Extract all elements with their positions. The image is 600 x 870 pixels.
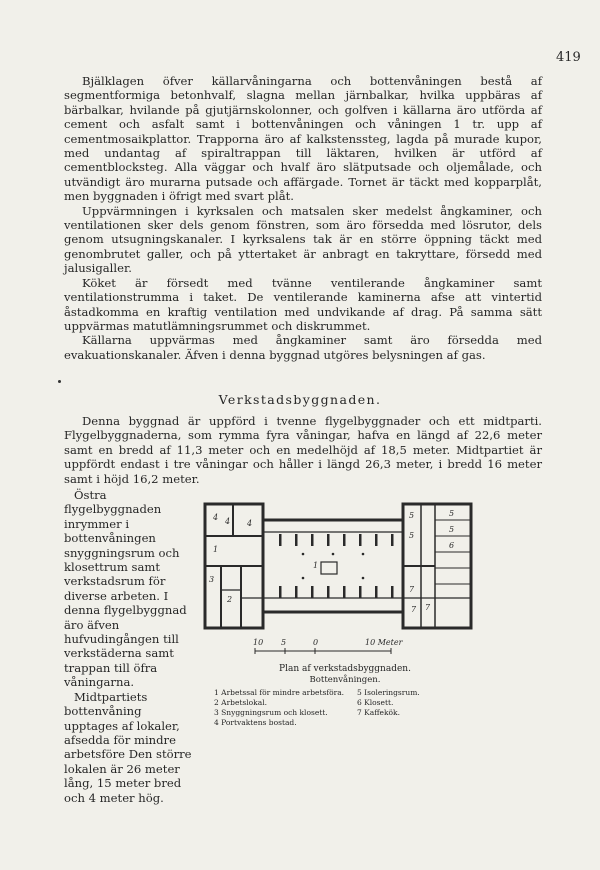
figure-caption: Plan af verkstadsbyggnaden. <box>279 664 411 674</box>
room-number: 3 <box>209 575 215 584</box>
paragraph: Källarna uppvärmas med ångkaminer samt äro försedda med evakuationskanaler. Äfven i denna byggnad utgöres belysningen af gas. <box>64 333 542 362</box>
hall-column <box>279 586 282 598</box>
room-number: 1 <box>213 545 219 554</box>
hall-column <box>391 586 394 598</box>
room-number: 6 <box>449 541 455 550</box>
legend-left <box>214 688 344 728</box>
room-number: 5 <box>409 531 415 540</box>
room-number: 4 <box>225 517 231 526</box>
figure-subcaption: Bottenvåningen. <box>309 675 381 685</box>
pillar-dot <box>332 553 335 556</box>
legend-right <box>357 688 420 718</box>
left-text-column <box>64 488 198 805</box>
ink-speck <box>58 380 61 383</box>
hall-column <box>391 534 394 546</box>
room-number: 5 <box>449 509 455 518</box>
scale-label: 5 <box>281 638 287 647</box>
room-number: 5 <box>409 511 415 520</box>
scale-label: 10 Meter <box>365 638 403 647</box>
hall-column <box>359 586 362 598</box>
scale-label: 0 <box>313 638 319 647</box>
hall-column <box>375 586 378 598</box>
room-number: 7 <box>409 585 415 594</box>
legend-item: 5 Isoleringsrum. <box>357 688 420 697</box>
hall-column <box>295 586 298 598</box>
pillar-dot <box>302 553 305 556</box>
floor-plan <box>203 502 475 630</box>
hall-column <box>327 586 330 598</box>
pillar-dot <box>362 577 365 580</box>
room-number: 7 <box>411 605 417 614</box>
hall-column <box>359 534 362 546</box>
hall-column <box>279 534 282 546</box>
paragraph: Uppvärmningen i kyrksalen och matsalen sker medelst ångkaminer, och ventilationen sker dels genom fönstren, som äro försedda med lösrutor, dels genom utsugningskanaler. I kyrksalens tak är en större öppning täckt med genombrutet galler, och på yttertaket är anbragt en takryttare, försedd med jalusigaller. <box>64 203 542 276</box>
text-block-section <box>64 414 542 486</box>
pillar-dot <box>362 553 365 556</box>
hall-column <box>295 534 298 546</box>
room-number: 7 <box>425 603 431 612</box>
paragraph: Östra flygelbyggnaden inrymmer i bottenvåningen snyggningsrum och klosettrum samt verkstadsrum för diverse arbeten. I denna flygelbyggnad äro äfven hufvudingången till verkstäderna samt trappan till öfra våningarna. <box>64 488 187 690</box>
paragraph: Denna byggnad är uppförd i tvenne flygelbyggnader och ett midtparti. Flygelbyggnaderna, som rymma fyra våningar, hafva en längd af 22,6 meter samt en bredd af 11,3 meter och en medelhöjd af 18,5 meter. Midtpartiet är uppfördt endast i tre våningar och håller i längd 26,3 meter, i bredd 16 meter samt i höjd 16,2 meter. <box>64 414 542 486</box>
room-number: 4 <box>213 513 219 522</box>
legend-item: 7 Kaffekök. <box>357 708 400 717</box>
room-number: 1 <box>313 561 319 570</box>
hall-column <box>311 534 314 546</box>
hall-column <box>311 586 314 598</box>
text-block-top <box>64 74 542 362</box>
legend-item: 6 Klosett. <box>357 698 394 707</box>
hall-column <box>327 534 330 546</box>
paragraph: Midtpartiets bottenvåning upptages af lokaler, afsedda för mindre arbetsföre Den större lokalen är 26 meter lång, 15 meter bred och 4 meter hög. <box>64 689 192 805</box>
room-number: 2 <box>227 595 233 604</box>
hall-column <box>375 534 378 546</box>
hall-column <box>343 534 346 546</box>
room-number: 4 <box>247 519 253 528</box>
scale-bar <box>253 636 423 662</box>
paragraph: Bjälklagen öfver källarvåningarna och bottenvåningen bestå af segmentformiga betonhvalf, slagna mellan järnbalkar, hvilka uppbäras af bärbalkar, hvilande på gjutjärnskolonner, och golfven i källarna äro utförda af cement och asfalt samt i bottenvåningen och våningen 1 tr. upp af cementmosaikplattor. Trapporna äro af kalkstenssteg, lagda på murade kupor, med undantag af spiraltrappan till läktaren, hvilken är utförd af cementblocksteg. Alla väggar och hvalf äro slätputsade och oljemålade, och utvändigt äro murarna putsade och affärgade. Tornet är täckt med kopparplåt, men byggnaden i öfrigt med svart plåt. <box>64 74 542 204</box>
scale-label: 10 <box>253 638 264 647</box>
legend-item: 3 Snyggningsrum och klosett. <box>214 708 328 717</box>
pillar-dot <box>302 577 305 580</box>
room-number: 5 <box>449 525 455 534</box>
page-number: 419 <box>556 50 581 65</box>
central-fixture <box>321 562 337 574</box>
paragraph: Köket är försedt med tvänne ventilerande ångkaminer samt ventilationstrumma i taket. De ventilerande kaminerna afse att vintertid åstadkomma en kraftig ventilation med undvikande af drag. På samma sätt uppvärmas matutlämningsrummet och diskrummet. <box>64 275 542 333</box>
legend-item: 2 Arbetslokal. <box>214 698 267 707</box>
legend-item: 4 Portvaktens bostad. <box>214 718 297 727</box>
section-heading: Verkstadsbyggnaden. <box>218 392 382 407</box>
hall-column <box>343 586 346 598</box>
legend-item: 1 Arbetssal för mindre arbetsföra. <box>214 688 345 697</box>
